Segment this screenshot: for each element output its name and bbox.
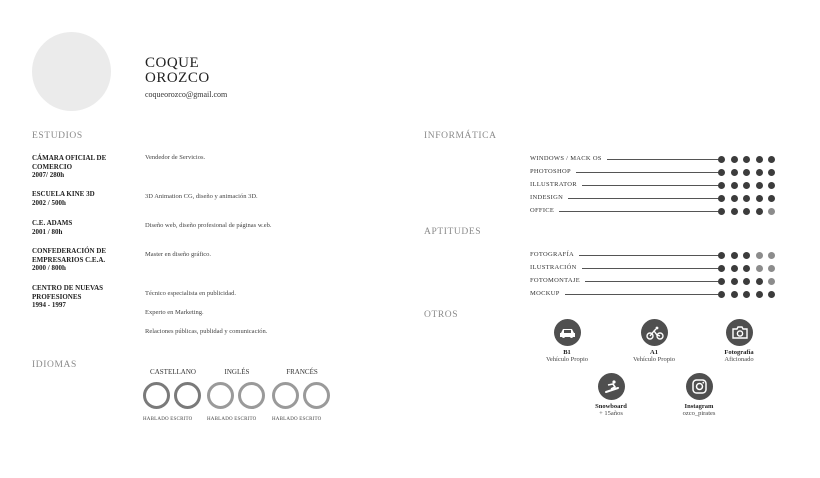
other-instagram	[664, 373, 734, 417]
skill-level-dot	[718, 265, 725, 272]
skill-level-dot	[731, 278, 738, 285]
skill-row	[530, 155, 780, 164]
spoken-level-ring	[272, 382, 299, 409]
skill-level-dot	[743, 169, 750, 176]
other-a1	[619, 319, 689, 363]
car-icon	[554, 319, 581, 346]
instagram-icon	[686, 373, 713, 400]
profile-photo	[32, 32, 111, 111]
skill-level-dot	[731, 252, 738, 259]
snowboard-icon	[598, 373, 625, 400]
written-level-ring	[174, 382, 201, 409]
skill-level-dot	[768, 182, 775, 189]
skill-label: PHOTOSHOP	[530, 168, 571, 175]
other-subtitle: ozco_pirates	[682, 410, 716, 417]
skill-line	[585, 281, 719, 282]
skill-level-dot	[718, 291, 725, 298]
skill-level-dot	[718, 182, 725, 189]
skill-level-dot	[731, 208, 738, 215]
education-description: 3D Animation CG, diseño y animación 3D.	[145, 193, 258, 200]
other-subtitle: + 15años	[599, 410, 623, 417]
camera-icon	[726, 319, 753, 346]
section-languages: IDIOMAS	[32, 360, 77, 370]
skill-row	[530, 264, 780, 273]
skill-row	[530, 168, 780, 177]
skill-level-dot	[756, 278, 763, 285]
email: coqueorozco@gmail.com	[145, 90, 228, 99]
skill-row	[530, 290, 780, 299]
skill-level-dot	[743, 252, 750, 259]
language-name: FRANCÉS	[286, 368, 318, 376]
education-item: CONFEDERACIÓN DE EMPRESARIOS C.E.A. 2000 / 800h	[32, 247, 107, 272]
skill-label: WINDOWS / MACK OS	[530, 155, 602, 162]
skill-level-dot	[756, 252, 763, 259]
skill-row	[530, 251, 780, 260]
written-level-ring	[303, 382, 330, 409]
skill-level-dot	[768, 208, 775, 215]
skill-level-dot	[768, 265, 775, 272]
education-item: CÁMARA OFICIAL DE COMERCIO 2007/ 280h	[32, 154, 107, 179]
skill-row	[530, 207, 780, 216]
skill-level-dot	[731, 182, 738, 189]
other-title: Snowboard	[595, 403, 627, 410]
skill-level-dot	[768, 291, 775, 298]
spoken-level-ring	[207, 382, 234, 409]
education-item: ESCUELA KINE 3D 2002 / 500h	[32, 190, 95, 207]
skill-level-dot	[743, 291, 750, 298]
education-description: Master en diseño gráfico.	[145, 251, 212, 258]
section-aptitudes: APTITUDES	[424, 227, 482, 237]
skill-line	[579, 255, 719, 256]
language-level-rings	[272, 382, 332, 409]
language-ingles	[207, 368, 267, 422]
skill-level-dot	[768, 169, 775, 176]
skill-row	[530, 277, 780, 286]
spoken-level-ring	[143, 382, 170, 409]
education-description: Diseño web, diseño profesional de páginas w.eb.	[145, 222, 272, 229]
skill-level-dot	[731, 291, 738, 298]
other-title: Instagram	[684, 403, 714, 410]
skill-level-dot	[731, 169, 738, 176]
person-name	[145, 56, 210, 86]
skill-level-dot	[756, 169, 763, 176]
language-labels: HABLADO ESCRITO	[143, 417, 193, 422]
skill-level-dot	[756, 291, 763, 298]
skill-level-dot	[756, 195, 763, 202]
bicycle-icon	[641, 319, 668, 346]
skill-line	[582, 268, 719, 269]
section-others: OTROS	[424, 310, 459, 320]
language-level-rings	[207, 382, 267, 409]
skill-line	[582, 185, 719, 186]
education-item: CENTRO DE NUEVAS PROFESIONES 1994 - 1997	[32, 284, 104, 309]
language-frances	[272, 368, 332, 422]
language-labels: HABLADO ESCRITO	[272, 417, 322, 422]
skill-level-dot	[718, 156, 725, 163]
skill-line	[559, 211, 719, 212]
skill-level-dot	[743, 195, 750, 202]
skill-level-dot	[731, 265, 738, 272]
skill-level-dot	[756, 208, 763, 215]
skill-label: ILUSTRACIÓN	[530, 264, 577, 271]
language-level-rings	[143, 382, 203, 409]
education-description: Vendedor de Servicios.	[145, 154, 206, 161]
skill-level-dot	[768, 156, 775, 163]
education-item: C.E. ADAMS 2001 / 80h	[32, 219, 73, 236]
skill-row	[530, 194, 780, 203]
language-name: CASTELLANO	[150, 368, 196, 376]
skill-level-dot	[718, 252, 725, 259]
education-description: Técnico especialista en publicidad.	[145, 290, 236, 297]
skill-line	[568, 198, 719, 199]
skill-level-dot	[718, 195, 725, 202]
skill-row	[530, 181, 780, 190]
skill-level-dot	[756, 265, 763, 272]
skill-level-dot	[743, 208, 750, 215]
skill-label: FOTOMONTAJE	[530, 277, 580, 284]
skill-level-dot	[768, 278, 775, 285]
education-description: Experto en Marketing.	[145, 309, 204, 316]
language-labels: HABLADO ESCRITO	[207, 417, 257, 422]
other-b1	[532, 319, 602, 363]
skill-label: INDESIGN	[530, 194, 564, 201]
skill-level-dot	[756, 182, 763, 189]
skill-level-dot	[718, 208, 725, 215]
other-photography	[704, 319, 774, 363]
skill-level-dot	[731, 195, 738, 202]
language-castellano	[143, 368, 203, 422]
skill-level-dot	[743, 182, 750, 189]
written-level-ring	[238, 382, 265, 409]
skill-level-dot	[756, 156, 763, 163]
skill-level-dot	[768, 195, 775, 202]
skill-level-dot	[743, 265, 750, 272]
skill-label: FOTOGRAFÍA	[530, 251, 575, 258]
section-studies: ESTUDIOS	[32, 131, 83, 141]
skill-level-dot	[731, 156, 738, 163]
skill-line	[607, 159, 719, 160]
other-subtitle: Aficionado	[724, 356, 754, 363]
other-snowboard	[576, 373, 646, 417]
skill-level-dot	[718, 169, 725, 176]
last-name: OROZCO	[145, 70, 210, 86]
other-title: Fotografía	[724, 349, 754, 356]
education-description: Relaciones públicas, publidad y comunicación.	[145, 328, 268, 335]
other-title: B1	[563, 349, 571, 356]
skill-line	[576, 172, 719, 173]
section-computing: INFORMÁTICA	[424, 131, 497, 141]
language-name: INGLÉS	[224, 368, 250, 376]
other-title: A1	[650, 349, 658, 356]
skill-level-dot	[743, 156, 750, 163]
other-subtitle: Vehículo Propio	[545, 356, 589, 363]
skill-line	[565, 294, 719, 295]
skill-level-dot	[718, 278, 725, 285]
other-subtitle: Vehículo Propio	[632, 356, 676, 363]
skill-label: OFFICE	[530, 207, 555, 214]
skill-level-dot	[743, 278, 750, 285]
skill-level-dot	[768, 252, 775, 259]
first-name: COQUE	[145, 55, 200, 71]
skill-label: ILLUSTRATOR	[530, 181, 577, 188]
skill-label: MOCKUP	[530, 290, 560, 297]
